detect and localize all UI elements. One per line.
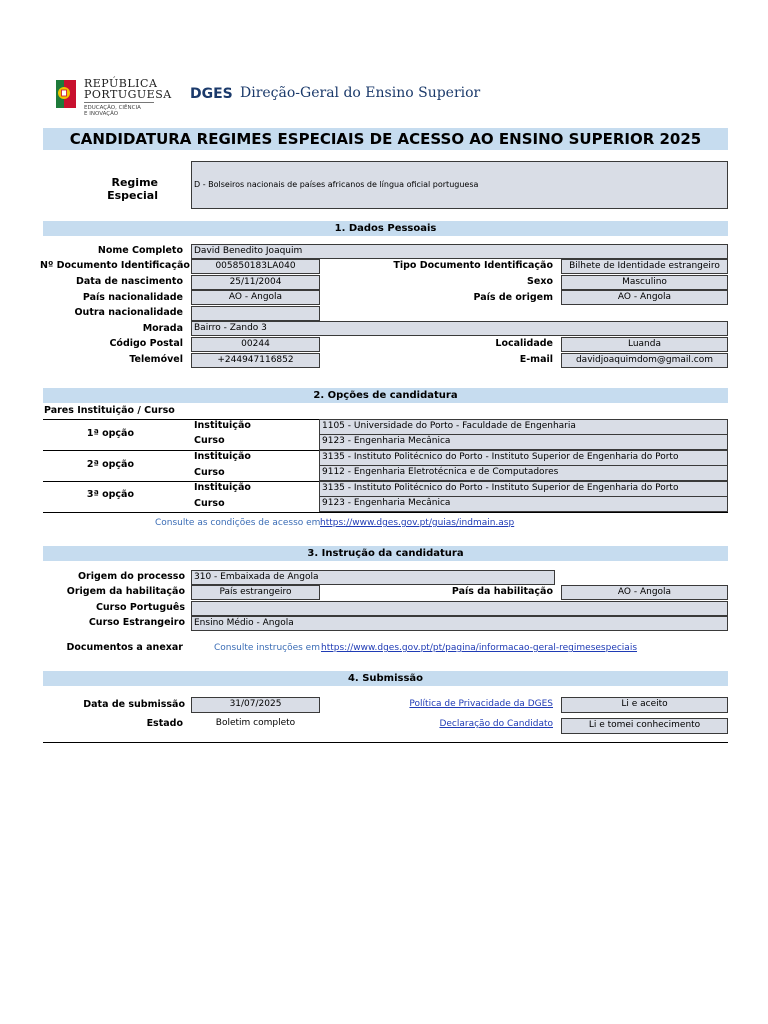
- opcao-2-instituicao-field[interactable]: 3135 - Instituto Politécnico do Porto - Instituto Superior de Engenharia do Porto: [319, 450, 728, 466]
- morada-field[interactable]: Bairro - Zando 3: [191, 321, 728, 336]
- republica-line1: REPÚBLICA: [84, 77, 158, 90]
- nascimento-label: Data de nascimento: [76, 276, 183, 287]
- declaracao-link[interactable]: Declaração do Candidato: [439, 719, 553, 729]
- declaracao-field[interactable]: Li e tomei conhecimento: [561, 718, 728, 734]
- pais-habilitacao-label: País da habilitação: [451, 586, 553, 597]
- opcao-1-instituicao-field[interactable]: 1105 - Universidade do Porto - Faculdade de Engenharia: [319, 419, 728, 435]
- telemovel-field[interactable]: +244947116852: [191, 353, 320, 368]
- sexo-field[interactable]: Masculino: [561, 275, 728, 290]
- opcao-1-curso-field[interactable]: 9123 - Engenharia Mecânica: [319, 434, 728, 450]
- republica-portuguesa-logo: [56, 76, 176, 122]
- origem-processo-label: Origem do processo: [77, 571, 185, 582]
- origem-label: País de origem: [473, 292, 553, 303]
- origem-habilitacao-field[interactable]: País estrangeiro: [191, 585, 320, 600]
- opcao-3-curso-field[interactable]: 9123 - Engenharia Mecânica: [319, 496, 728, 512]
- opcao-2-instituicao-label: Instituição: [194, 451, 251, 462]
- section-instrucao: 3. Instrução da candidatura: [43, 546, 728, 561]
- documentos-link[interactable]: https://www.dges.gov.pt/pt/pagina/informacao-geral-regimesespeciais: [321, 643, 638, 653]
- nacionalidade-field[interactable]: AO - Angola: [191, 290, 320, 305]
- curso-estrangeiro-field[interactable]: Ensino Médio - Angola: [191, 616, 728, 631]
- opcao-1-label: 1ª opção: [86, 428, 134, 439]
- origem-field[interactable]: AO - Angola: [561, 290, 728, 305]
- curso-portugues-label: Curso Português: [95, 602, 185, 613]
- pares-label: Pares Instituição / Curso: [44, 405, 175, 416]
- regime-label: Regime Especial: [107, 176, 158, 202]
- opcao-2-label: 2ª opção: [86, 459, 134, 470]
- data-submissao-field[interactable]: 31/07/2025: [191, 697, 320, 713]
- opcao-3-curso-label: Curso: [194, 498, 225, 509]
- doc-field[interactable]: 005850183LA040: [191, 259, 320, 274]
- postal-label: Código Postal: [109, 338, 183, 349]
- documentos-note: Consulte instruções em: [214, 643, 320, 653]
- opcao-1-curso-label: Curso: [194, 435, 225, 446]
- privacidade-link[interactable]: Política de Privacidade da DGES: [409, 699, 553, 709]
- section-dados-pessoais: 1. Dados Pessoais: [43, 221, 728, 236]
- localidade-label: Localidade: [495, 338, 553, 349]
- telemovel-label: Telemóvel: [129, 354, 183, 365]
- dges-acronym-logo: DGES: [190, 86, 233, 102]
- postal-field[interactable]: 00244: [191, 337, 320, 352]
- condicoes-link[interactable]: https://www.dges.gov.pt/guias/indmain.asp: [320, 518, 515, 528]
- page-title: CANDIDATURA REGIMES ESPECIAIS DE ACESSO AO ENSINO SUPERIOR 2025: [43, 128, 728, 150]
- origem-processo-field[interactable]: 310 - Embaixada de Angola: [191, 570, 555, 585]
- doc-label: Nº Documento Identificação: [40, 260, 190, 271]
- opcao-3-instituicao-field[interactable]: 3135 - Instituto Politécnico do Porto - Instituto Superior de Engenharia do Porto: [319, 481, 728, 497]
- nascimento-field[interactable]: 25/11/2004: [191, 275, 320, 290]
- opcao-2-curso-field[interactable]: 9112 - Engenharia Eletrotécnica e de Computadores: [319, 465, 728, 481]
- outra-nacionalidade-label: Outra nacionalidade: [74, 307, 183, 318]
- tipo-doc-field[interactable]: Bilhete de Identidade estrangeiro: [561, 259, 728, 274]
- opcao-3-label: 3ª opção: [86, 489, 134, 500]
- dges-name: Direção-Geral do Ensino Superior: [240, 85, 481, 101]
- nome-field[interactable]: David Benedito Joaquim: [191, 244, 728, 259]
- email-field[interactable]: davidjoaquimdom@gmail.com: [561, 353, 728, 368]
- republica-line2: PORTUGUESA: [84, 88, 172, 101]
- estado-label: Estado: [146, 718, 183, 729]
- opcao-1-instituicao-label: Instituição: [194, 420, 251, 431]
- morada-label: Morada: [142, 323, 183, 334]
- curso-portugues-field[interactable]: [191, 601, 728, 616]
- opcao-3-instituicao-label: Instituição: [194, 482, 251, 493]
- nacionalidade-label: País nacionalidade: [82, 292, 183, 303]
- section-submissao: 4. Submissão: [43, 671, 728, 686]
- condicoes-note: Consulte as condições de acesso em: [155, 518, 321, 528]
- ministry-line1: EDUCAÇÃO, CIÊNCIA: [84, 105, 141, 111]
- sexo-label: Sexo: [527, 276, 553, 287]
- pais-habilitacao-field[interactable]: AO - Angola: [561, 585, 728, 600]
- ministry-line2: E INOVAÇÃO: [84, 111, 119, 117]
- curso-estrangeiro-label: Curso Estrangeiro: [88, 617, 185, 628]
- nome-label: Nome Completo: [97, 245, 183, 256]
- estado-value: Boletim completo: [215, 718, 296, 728]
- tipo-doc-label: Tipo Documento Identificação: [393, 260, 553, 271]
- origem-habilitacao-label: Origem da habilitação: [66, 586, 185, 597]
- outra-nacionalidade-field[interactable]: [191, 306, 320, 321]
- localidade-field[interactable]: Luanda: [561, 337, 728, 352]
- privacidade-field[interactable]: Li e aceito: [561, 697, 728, 713]
- documentos-label: Documentos a anexar: [66, 642, 183, 653]
- data-submissao-label: Data de submissão: [83, 699, 185, 710]
- section-opcoes: 2. Opções de candidatura: [43, 388, 728, 403]
- bottom-divider: [43, 742, 728, 743]
- opcao-2-curso-label: Curso: [194, 467, 225, 478]
- portugal-emblem-icon: [56, 80, 76, 108]
- email-label: E-mail: [519, 354, 553, 365]
- regime-field[interactable]: D - Bolseiros nacionais de países africanos de língua oficial portuguesa: [191, 161, 728, 209]
